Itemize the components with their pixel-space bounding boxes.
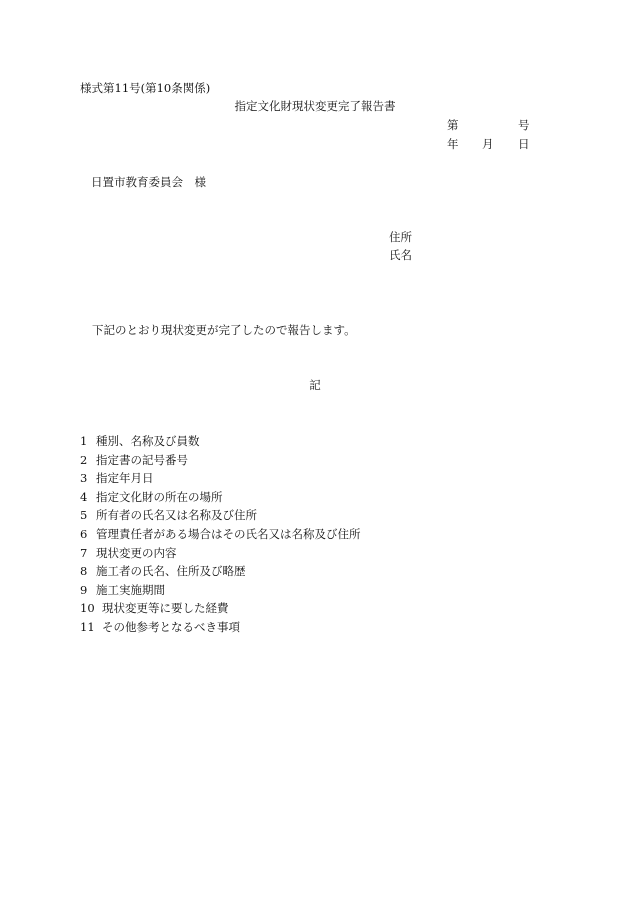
item-text: 管理責任者がある場合はその氏名又は名称及び住所 xyxy=(96,526,361,541)
number-suffix: 号 xyxy=(518,118,530,132)
item-text: 所有者の氏名又は名称及び住所 xyxy=(96,508,257,523)
item-number: 8 xyxy=(80,564,88,579)
name-label: 氏名 xyxy=(389,248,412,262)
item-text: 指定書の記号番号 xyxy=(96,452,188,467)
body-text: 下記のとおり現状変更が完了したので報告します。 xyxy=(92,323,356,337)
date-month-label: 月 xyxy=(482,137,494,151)
item-text: その他参考となるべき事項 xyxy=(102,619,240,634)
list-item xyxy=(80,473,361,492)
item-number: 4 xyxy=(80,489,88,504)
list-item xyxy=(80,619,361,641)
item-number: 3 xyxy=(80,471,88,486)
ki-heading: 記 xyxy=(309,378,321,392)
item-text: 現状変更の内容 xyxy=(96,545,177,560)
document-title: 指定文化財現状変更完了報告書 xyxy=(234,99,396,113)
item-number: 11 xyxy=(80,619,95,634)
item-list xyxy=(80,436,361,641)
item-text: 施工者の氏名、住所及び略歴 xyxy=(96,564,246,579)
item-text: 施工実施期間 xyxy=(96,582,165,597)
item-number: 7 xyxy=(80,545,88,560)
item-text: 指定文化財の所在の場所 xyxy=(96,489,223,504)
addressee: 日置市教育委員会 様 xyxy=(91,175,206,189)
item-text: 種別、名称及び員数 xyxy=(96,434,200,448)
number-prefix: 第 xyxy=(447,118,459,132)
date-year-label: 年 xyxy=(447,137,459,151)
item-text: 指定年月日 xyxy=(96,471,154,486)
address-label: 住所 xyxy=(389,230,412,244)
list-item xyxy=(80,526,361,548)
item-text: 現状変更等に要した経費 xyxy=(102,601,229,616)
item-number: 2 xyxy=(80,452,88,467)
list-item xyxy=(80,566,361,585)
form-number: 様式第11号(第10条関係) xyxy=(80,81,211,95)
date-day-label: 日 xyxy=(518,137,530,151)
item-number: 6 xyxy=(80,526,88,541)
list-item xyxy=(80,436,361,455)
item-number: 1 xyxy=(80,434,88,448)
item-number: 9 xyxy=(80,582,88,597)
item-number: 5 xyxy=(80,508,88,523)
item-number: 10 xyxy=(80,601,95,616)
